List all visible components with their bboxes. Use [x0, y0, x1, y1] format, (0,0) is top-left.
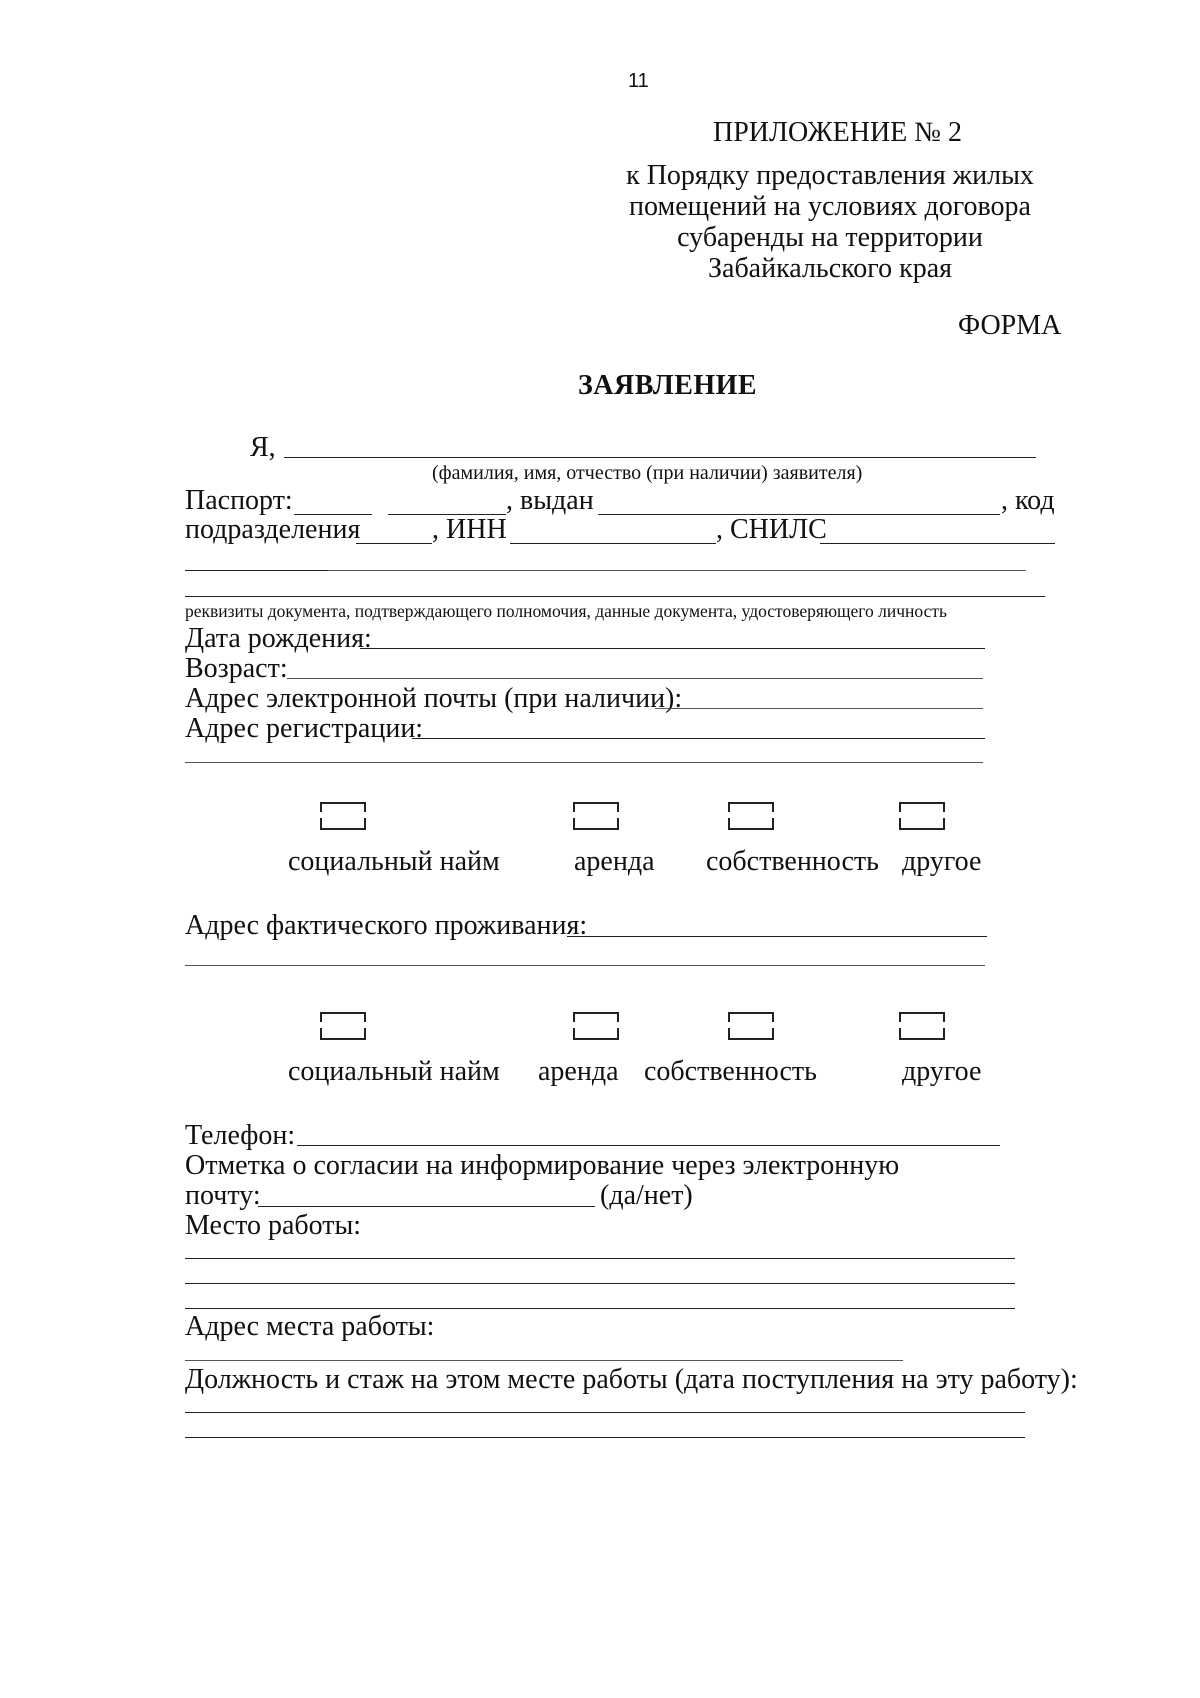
- age-line[interactable]: [287, 678, 983, 679]
- actual-social-rent-checkbox[interactable]: [320, 1012, 366, 1040]
- consent-email-label: почту:: [185, 1180, 261, 1211]
- code-label: , код: [1001, 485, 1055, 516]
- actual-option-label: аренда: [538, 1056, 619, 1087]
- birth-date-label: Дата рождения:: [185, 623, 372, 654]
- registration-social-rent-checkbox[interactable]: [320, 802, 366, 830]
- actual-address-line[interactable]: [567, 936, 987, 937]
- workplace-label: Место работы:: [185, 1210, 362, 1241]
- position-line[interactable]: [185, 1412, 1025, 1413]
- registration-option-label: социальный найм: [288, 846, 500, 877]
- actual-option-label: собственность: [644, 1056, 817, 1087]
- consent-line[interactable]: [258, 1206, 595, 1207]
- page-number: 11: [628, 70, 649, 92]
- actual-address-label: Адрес фактического проживания:: [185, 910, 588, 941]
- docs-line-short[interactable]: [185, 570, 328, 571]
- inn-line[interactable]: [510, 543, 716, 544]
- appendix-line: помещений на условиях договора: [629, 191, 1031, 222]
- division-code-line[interactable]: [356, 543, 432, 544]
- docs-line-continuation[interactable]: [328, 570, 1026, 571]
- phone-label: Телефон:: [185, 1120, 296, 1151]
- workplace-line[interactable]: [185, 1283, 1015, 1284]
- registration-option-label: собственность: [706, 846, 879, 877]
- document-title: ЗАЯВЛЕНИЕ: [578, 370, 758, 401]
- position-line[interactable]: [185, 1437, 1025, 1438]
- division-label: подразделения: [185, 514, 361, 545]
- registration-rent-checkbox[interactable]: [573, 802, 619, 830]
- workplace-line[interactable]: [185, 1308, 1015, 1309]
- appendix-line: Забайкальского края: [707, 253, 952, 284]
- appendix-line: субаренды на территории: [677, 222, 983, 253]
- age-label: Возраст:: [185, 653, 288, 684]
- passport-label: Паспорт:: [185, 485, 293, 516]
- docs-line[interactable]: [185, 596, 1045, 597]
- consent-suffix: (да/нет): [600, 1180, 693, 1211]
- appendix-reference: [620, 160, 1040, 284]
- actual-other-checkbox[interactable]: [899, 1012, 945, 1040]
- registration-option-label: аренда: [574, 846, 655, 877]
- form-label: ФОРМА: [958, 310, 1062, 341]
- snils-line[interactable]: [820, 543, 1055, 544]
- consent-label: Отметка о согласии на информирование через электронную: [185, 1150, 900, 1181]
- appendix-heading: ПРИЛОЖЕНИЕ № 2: [713, 117, 962, 148]
- applicant-label: Я,: [250, 432, 276, 463]
- registration-address-line-2[interactable]: [185, 762, 983, 763]
- actual-ownership-checkbox[interactable]: [728, 1012, 774, 1040]
- snils-label: , СНИЛС: [716, 514, 827, 545]
- actual-option-label: другое: [902, 1056, 982, 1087]
- fio-input-line[interactable]: [284, 457, 1036, 458]
- birth-date-line[interactable]: [360, 648, 985, 649]
- fio-caption: (фамилия, имя, отчество (при наличии) заявителя): [432, 462, 863, 484]
- registration-address-label: Адрес регистрации:: [185, 713, 424, 744]
- registration-ownership-checkbox[interactable]: [728, 802, 774, 830]
- position-label: Должность и стаж на этом месте работы (дата поступления на эту работу):: [185, 1364, 1078, 1395]
- docs-caption: реквизиты документа, подтверждающего полномочия, данные документа, удостоверяющего личность: [185, 601, 947, 621]
- actual-option-label: социальный найм: [288, 1056, 500, 1087]
- email-line[interactable]: [655, 708, 983, 709]
- actual-rent-checkbox[interactable]: [573, 1012, 619, 1040]
- inn-label: , ИНН: [432, 514, 507, 545]
- workplace-line[interactable]: [185, 1258, 1015, 1259]
- registration-address-line[interactable]: [412, 738, 985, 739]
- issued-label: , выдан: [506, 485, 594, 516]
- workplace-address-line[interactable]: [185, 1360, 903, 1361]
- actual-address-line-2[interactable]: [185, 965, 985, 966]
- appendix-line: к Порядку предоставления жилых: [626, 160, 1034, 191]
- phone-line[interactable]: [297, 1145, 1000, 1146]
- workplace-address-label: Адрес места работы:: [185, 1311, 435, 1342]
- registration-option-label: другое: [902, 846, 982, 877]
- registration-other-checkbox[interactable]: [899, 802, 945, 830]
- email-label: Адрес электронной почты (при наличии):: [185, 683, 683, 714]
